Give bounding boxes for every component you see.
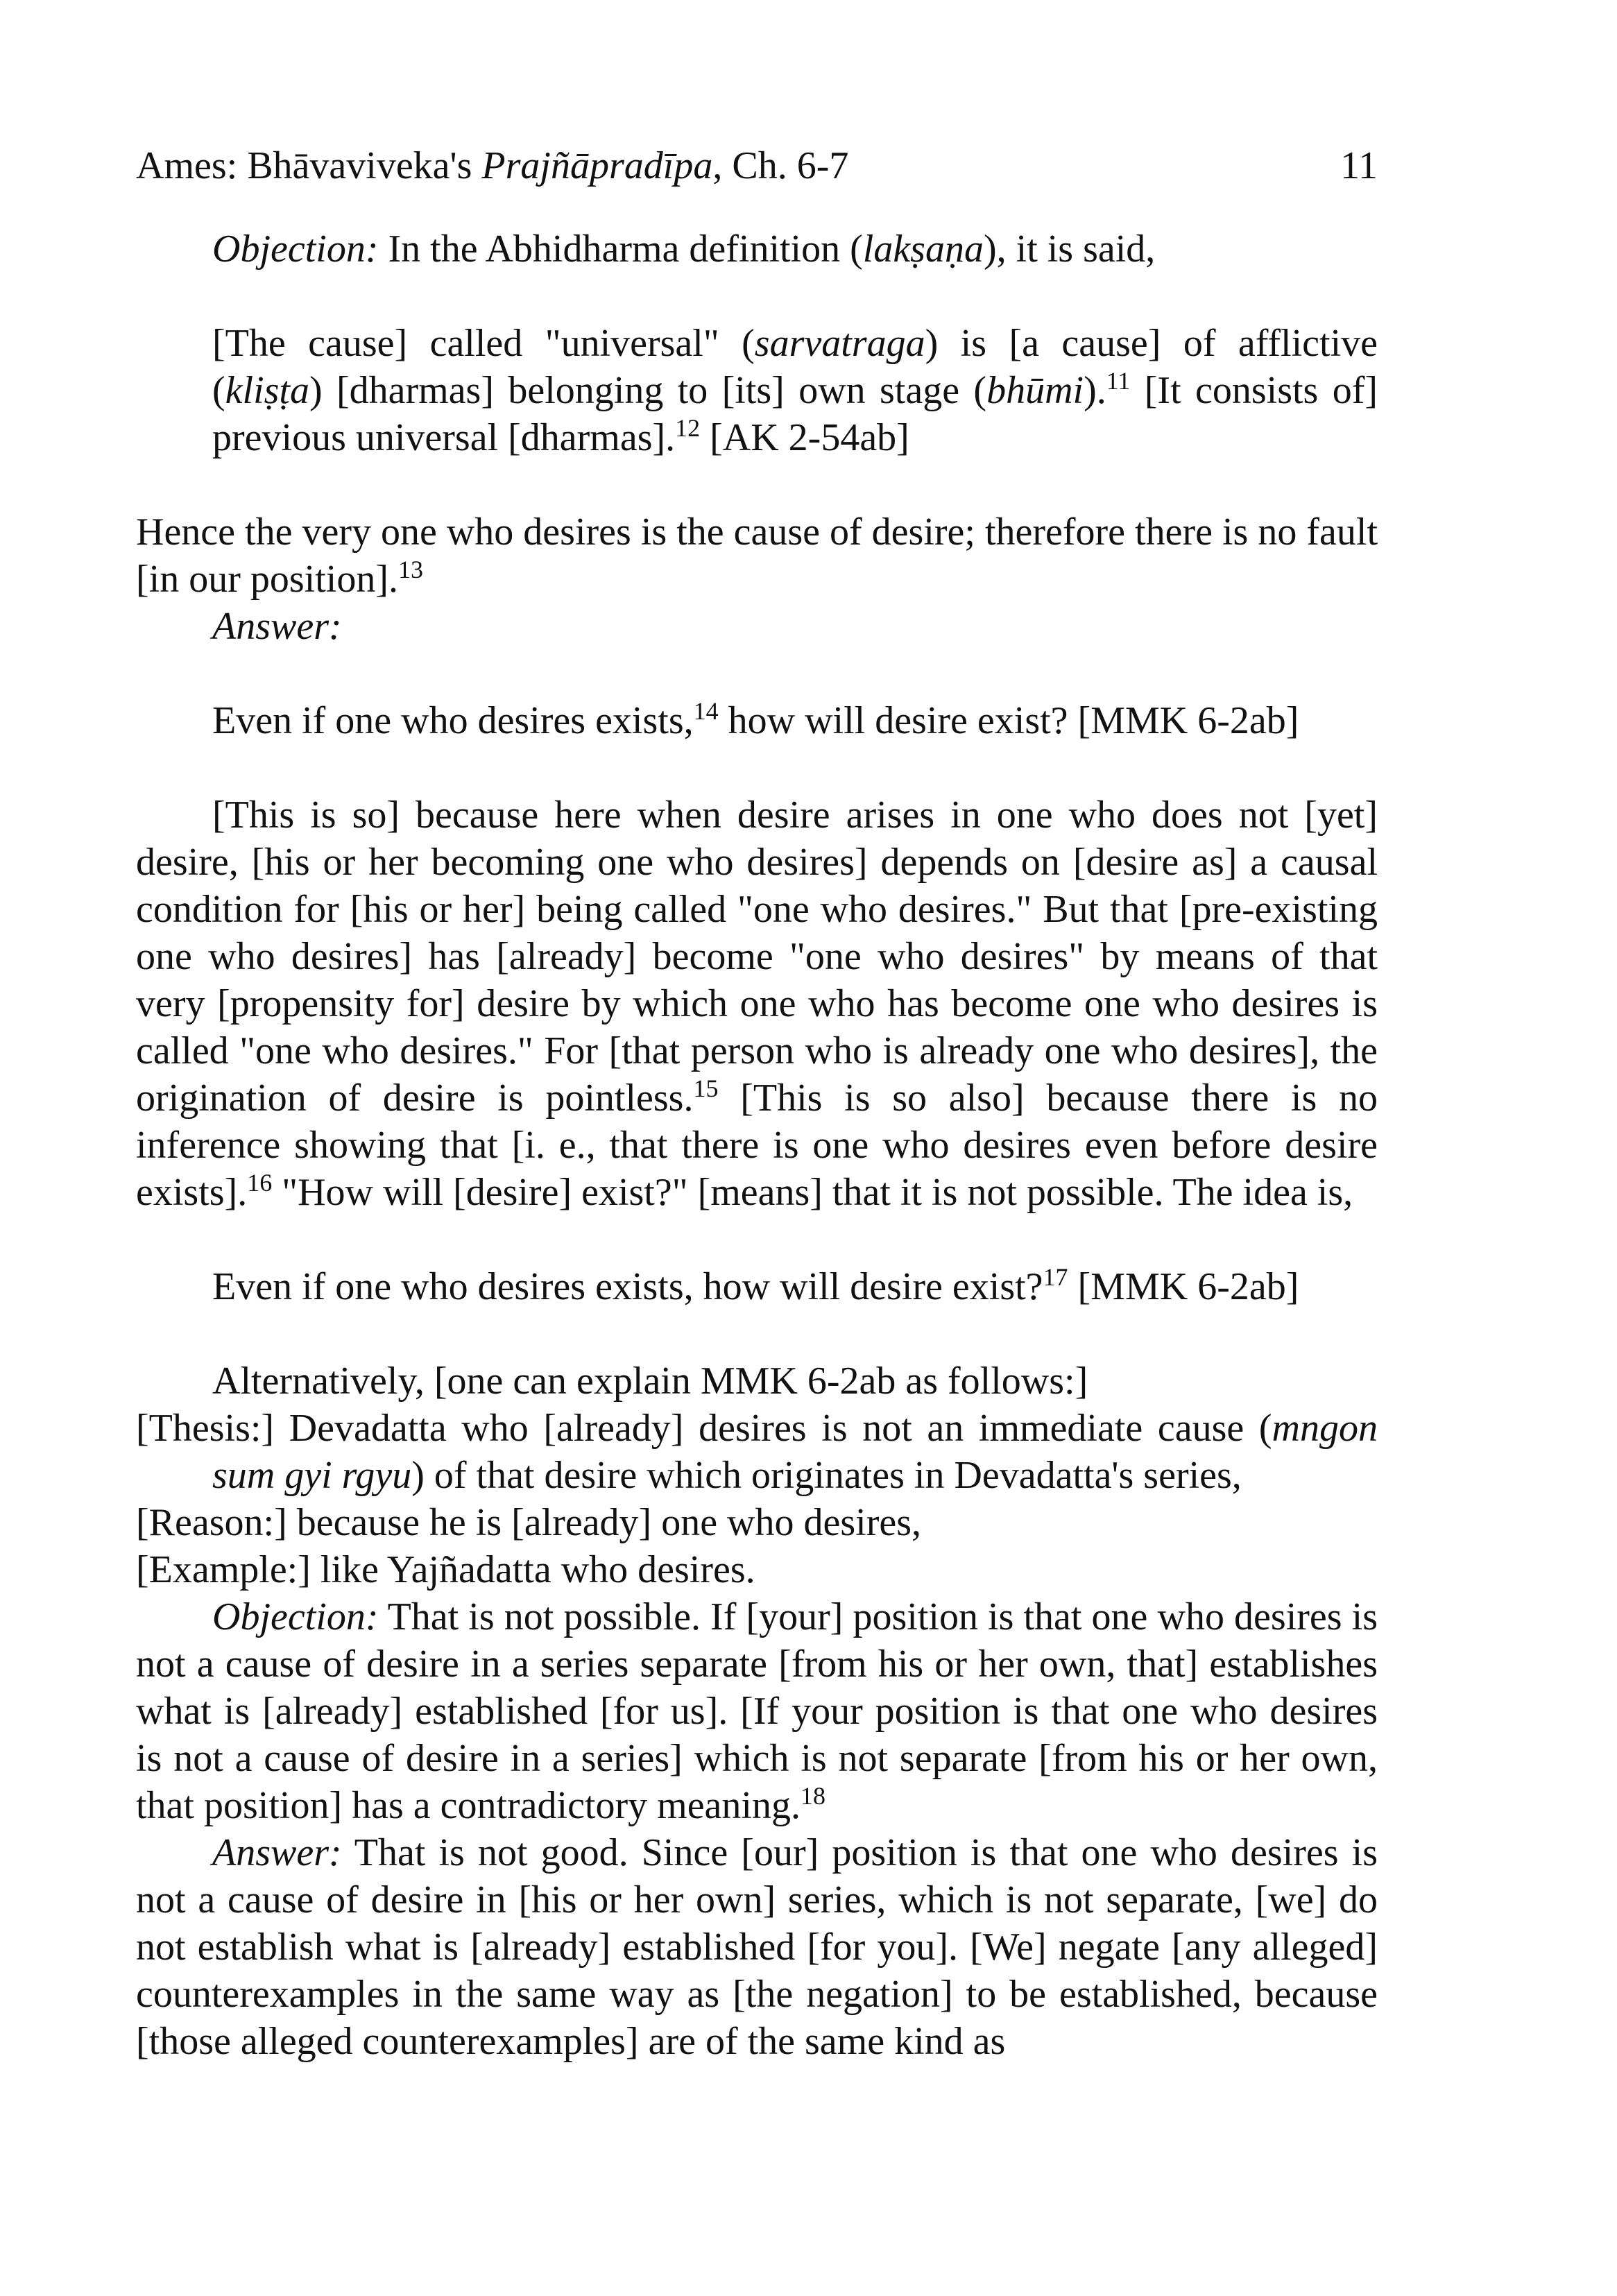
thesis-c: ) of that desire which originates in Devadatta's series, bbox=[411, 1454, 1242, 1497]
page-body bbox=[136, 225, 1378, 2065]
paragraph-this-is-so bbox=[136, 791, 1378, 1216]
spacer bbox=[136, 1310, 1378, 1357]
paragraph-alternatively bbox=[136, 1357, 1378, 1405]
term-sarvatraga: sarvatraga bbox=[754, 322, 925, 365]
objection-paragraph-1 bbox=[136, 225, 1378, 273]
q1-g: ). bbox=[1084, 369, 1106, 412]
footnote-ref-16[interactable]: 16 bbox=[247, 1169, 273, 1197]
q1-e: ) [dharmas] belonging to [its] own stage ( bbox=[309, 369, 987, 412]
paragraph-hence bbox=[136, 508, 1378, 603]
verse-mmk-2 bbox=[136, 1263, 1378, 1310]
block-quote-ak bbox=[136, 320, 1378, 461]
footnote-ref-13[interactable]: 13 bbox=[397, 556, 423, 584]
q1-h: [It consists of] previous universal [dharmas]. bbox=[212, 369, 1378, 459]
p6-text: That is not good. Since [our] position is that one who desires is not a cause of desire in [his or her own] series, which is not separate, [we] do not establish what is [already] established [for you]. [We] negate [any alleged] counterexamples in the same way as [the negation] to be established, because [those alleged counterexamples] are of the same kind as bbox=[136, 1831, 1378, 2063]
term-klista: kliṣṭa bbox=[225, 369, 309, 412]
v2-b: [MMK 6-2ab] bbox=[1068, 1265, 1299, 1308]
v2-a: Even if one who desires exists, how will desire exist? bbox=[212, 1265, 1043, 1308]
term-bhumi: bhūmi bbox=[986, 369, 1084, 412]
footnote-ref-17[interactable]: 17 bbox=[1043, 1263, 1068, 1292]
v1-b: how will desire exist? [MMK 6-2ab] bbox=[718, 699, 1299, 742]
p3-b: [This is so also] because there is no inference showing that [i. e., that there is one who desires even before desire exists]. bbox=[136, 1077, 1378, 1214]
running-header bbox=[136, 142, 1378, 198]
p5-text: That is not possible. If [your] position is that one who desires is not a cause of desire in a series separate [from his or her own, that] establishes what is [already] established [for us]. [If your position is that one who desires is not a cause of desire in a series] which is not separate [from his or her own, that position] has a contradictory meaning. bbox=[136, 1595, 1378, 1827]
q1-i: [AK 2-54ab] bbox=[700, 416, 909, 459]
spacer bbox=[136, 273, 1378, 320]
footnote-ref-14[interactable]: 14 bbox=[693, 697, 719, 726]
reason-text: [Reason:] because he is [already] one who desires, bbox=[136, 1501, 922, 1544]
answer-paragraph-2 bbox=[136, 1829, 1378, 2065]
term-laksana: lakṣaṇa bbox=[862, 228, 984, 271]
p3-c: "How will [desire] exist?" [means] that it is not possible. The idea is, bbox=[272, 1171, 1353, 1214]
header-work-title: Prajñāpradīpa bbox=[481, 144, 713, 187]
answer-label: Answer: bbox=[212, 605, 342, 648]
p2-text: Hence the very one who desires is the cause of desire; therefore there is no fault [in our position]. bbox=[136, 511, 1378, 601]
spacer bbox=[136, 461, 1378, 508]
objection-label: Objection: bbox=[212, 228, 379, 271]
header-author: Ames: Bhāvaviveka's bbox=[136, 144, 482, 187]
running-title bbox=[136, 142, 848, 189]
term-mngon-sum: mngon sum gyi rgyu bbox=[212, 1407, 1378, 1497]
answer-heading-1 bbox=[136, 603, 1378, 650]
header-chapter: , Ch. 6-7 bbox=[712, 144, 849, 187]
spacer bbox=[136, 744, 1378, 791]
syllogism-example bbox=[136, 1546, 1378, 1593]
answer-label-2: Answer: bbox=[212, 1831, 342, 1874]
verse-mmk-1 bbox=[136, 697, 1378, 744]
p4-text: Alternatively, [one can explain MMK 6-2ab as follows:] bbox=[212, 1360, 1088, 1403]
example-text: [Example:] like Yajñadatta who desires. bbox=[136, 1548, 755, 1591]
syllogism-thesis bbox=[136, 1405, 1378, 1499]
footnote-ref-15[interactable]: 15 bbox=[693, 1074, 719, 1103]
objection-paragraph-2 bbox=[136, 1593, 1378, 1829]
q1-a: [The cause] called "universal" ( bbox=[212, 322, 755, 365]
footnote-ref-11[interactable]: 11 bbox=[1106, 367, 1131, 395]
page-number: 11 bbox=[1340, 144, 1378, 187]
spacer bbox=[136, 1216, 1378, 1263]
spacer bbox=[136, 650, 1378, 697]
syllogism-reason bbox=[136, 1499, 1378, 1546]
v1-a: Even if one who desires exists, bbox=[212, 699, 694, 742]
p1-text: In the Abhidharma definition ( bbox=[378, 228, 863, 271]
footnote-ref-18[interactable]: 18 bbox=[800, 1782, 825, 1810]
objection-label-2: Objection: bbox=[212, 1595, 379, 1638]
q1-c: ) is [a cause] of afflictive ( bbox=[212, 322, 1378, 412]
footnote-ref-12[interactable]: 12 bbox=[675, 414, 701, 443]
p1-end: ), it is said, bbox=[983, 228, 1156, 271]
p3-a: [This is so] because here when desire arises in one who does not [yet] desire, [his or her becoming one who desires] depends on [desire as] a causal condition for [his or her] being called "one who desires." But that [pre-existing one who desires] has [already] become "one who desires" by means of that very [propensity for] desire by which one who has become one who desires is called "one who desires." For [that person who is already one who desires], the origination of desire is pointless. bbox=[136, 794, 1378, 1120]
thesis-a: [Thesis:] Devadatta who [already] desires is not an immediate cause ( bbox=[136, 1407, 1272, 1450]
